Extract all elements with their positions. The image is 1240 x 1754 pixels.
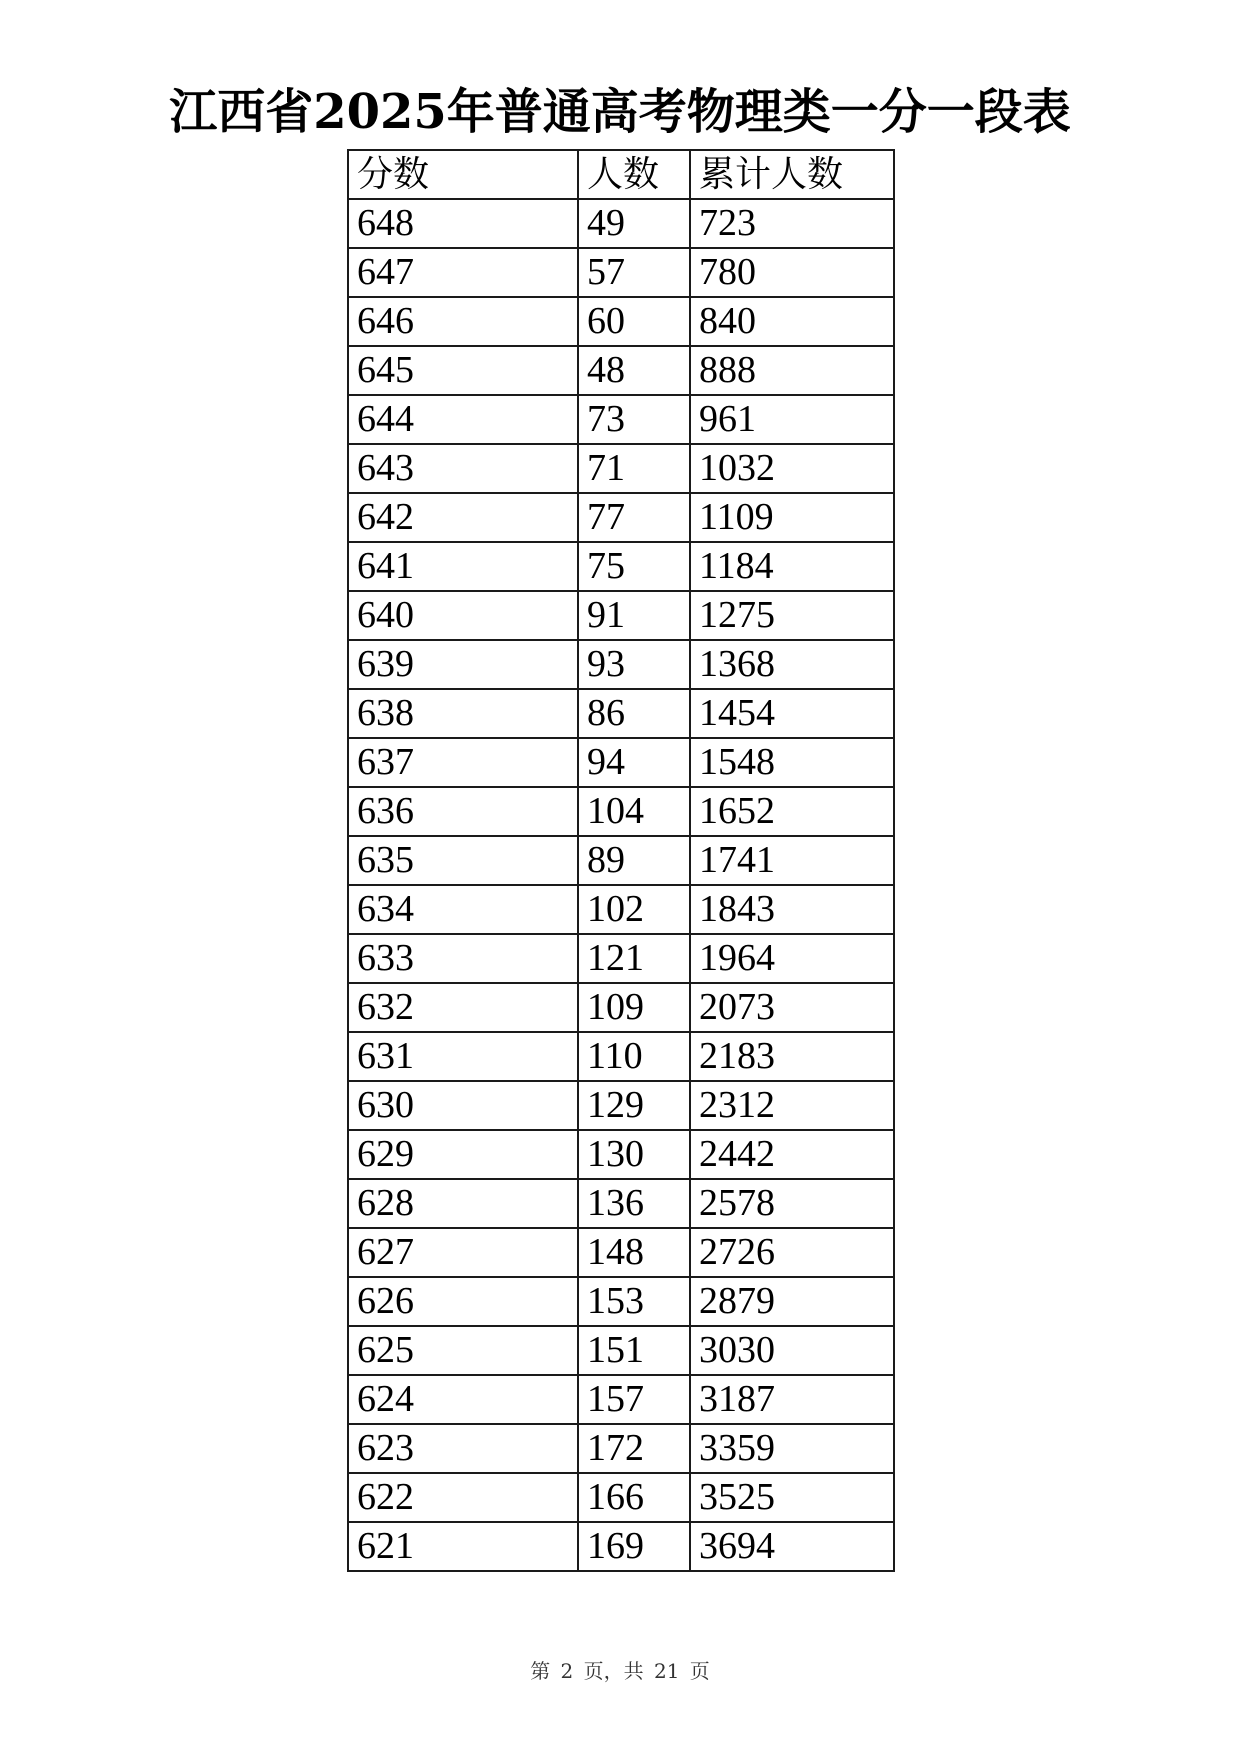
- table-row: [348, 1130, 894, 1179]
- cell-score: 623: [348, 1424, 578, 1473]
- cell-cumulative: 3030: [690, 1326, 894, 1375]
- cell-count: 136: [578, 1179, 690, 1228]
- header-cumulative: 累计人数: [690, 150, 894, 199]
- cell-score: 637: [348, 738, 578, 787]
- cell-count: 71: [578, 444, 690, 493]
- cell-score: 635: [348, 836, 578, 885]
- page-footer: 第 2 页，共 21 页: [530, 1659, 710, 1683]
- table-row: [348, 297, 894, 346]
- cell-cumulative: 2726: [690, 1228, 894, 1277]
- cell-score: 626: [348, 1277, 578, 1326]
- table-row: [348, 1375, 894, 1424]
- table-row: [348, 444, 894, 493]
- cell-count: 148: [578, 1228, 690, 1277]
- table-row: [348, 1522, 894, 1571]
- cell-score: 646: [348, 297, 578, 346]
- cell-score: 641: [348, 542, 578, 591]
- cell-score: 645: [348, 346, 578, 395]
- table-row: [348, 542, 894, 591]
- cell-count: 75: [578, 542, 690, 591]
- cell-score: 625: [348, 1326, 578, 1375]
- cell-cumulative: 2312: [690, 1081, 894, 1130]
- cell-score: 631: [348, 1032, 578, 1081]
- cell-score: 628: [348, 1179, 578, 1228]
- cell-count: 91: [578, 591, 690, 640]
- cell-cumulative: 1843: [690, 885, 894, 934]
- cell-count: 89: [578, 836, 690, 885]
- cell-score: 621: [348, 1522, 578, 1571]
- cell-count: 172: [578, 1424, 690, 1473]
- cell-score: 634: [348, 885, 578, 934]
- cell-cumulative: 1275: [690, 591, 894, 640]
- cell-cumulative: 3359: [690, 1424, 894, 1473]
- cell-count: 110: [578, 1032, 690, 1081]
- cell-cumulative: 2879: [690, 1277, 894, 1326]
- cell-cumulative: 1964: [690, 934, 894, 983]
- score-distribution-table: [347, 149, 895, 1572]
- cell-cumulative: 723: [690, 199, 894, 248]
- cell-score: 629: [348, 1130, 578, 1179]
- cell-cumulative: 3187: [690, 1375, 894, 1424]
- table-row: [348, 1032, 894, 1081]
- cell-cumulative: 2442: [690, 1130, 894, 1179]
- table-row: [348, 983, 894, 1032]
- header-row: [348, 150, 894, 199]
- cell-score: 622: [348, 1473, 578, 1522]
- cell-cumulative: 2183: [690, 1032, 894, 1081]
- table-row: [348, 1326, 894, 1375]
- score-distribution-table-container: [347, 149, 895, 1572]
- cell-score: 640: [348, 591, 578, 640]
- cell-cumulative: 1109: [690, 493, 894, 542]
- cell-cumulative: 3525: [690, 1473, 894, 1522]
- cell-count: 130: [578, 1130, 690, 1179]
- table-row: [348, 1179, 894, 1228]
- table-row: [348, 493, 894, 542]
- cell-count: 151: [578, 1326, 690, 1375]
- cell-cumulative: 1454: [690, 689, 894, 738]
- cell-score: 638: [348, 689, 578, 738]
- cell-score: 647: [348, 248, 578, 297]
- cell-count: 94: [578, 738, 690, 787]
- table-row: [348, 1424, 894, 1473]
- cell-cumulative: 1652: [690, 787, 894, 836]
- table-header: [348, 150, 894, 199]
- table-row: [348, 787, 894, 836]
- cell-cumulative: 2578: [690, 1179, 894, 1228]
- cell-cumulative: 1032: [690, 444, 894, 493]
- cell-count: 157: [578, 1375, 690, 1424]
- cell-count: 86: [578, 689, 690, 738]
- table-row: [348, 934, 894, 983]
- cell-count: 121: [578, 934, 690, 983]
- table-row: [348, 248, 894, 297]
- cell-count: 73: [578, 395, 690, 444]
- cell-score: 648: [348, 199, 578, 248]
- table-row: [348, 885, 894, 934]
- cell-count: 57: [578, 248, 690, 297]
- cell-cumulative: 780: [690, 248, 894, 297]
- cell-cumulative: 1548: [690, 738, 894, 787]
- table-row: [348, 689, 894, 738]
- cell-count: 49: [578, 199, 690, 248]
- table-row: [348, 395, 894, 444]
- cell-count: 169: [578, 1522, 690, 1571]
- header-score: 分数: [348, 150, 578, 199]
- cell-cumulative: 1184: [690, 542, 894, 591]
- cell-score: 639: [348, 640, 578, 689]
- table-row: [348, 1228, 894, 1277]
- cell-cumulative: 888: [690, 346, 894, 395]
- cell-count: 109: [578, 983, 690, 1032]
- table-body: [348, 199, 894, 1571]
- cell-count: 102: [578, 885, 690, 934]
- cell-count: 93: [578, 640, 690, 689]
- table-row: [348, 836, 894, 885]
- table-row: [348, 738, 894, 787]
- table-row: [348, 1081, 894, 1130]
- cell-score: 642: [348, 493, 578, 542]
- table-row: [348, 1473, 894, 1522]
- cell-cumulative: 961: [690, 395, 894, 444]
- header-count: 人数: [578, 150, 690, 199]
- cell-score: 644: [348, 395, 578, 444]
- table-row: [348, 640, 894, 689]
- cell-score: 624: [348, 1375, 578, 1424]
- table-row: [348, 591, 894, 640]
- cell-score: 643: [348, 444, 578, 493]
- cell-score: 633: [348, 934, 578, 983]
- cell-count: 166: [578, 1473, 690, 1522]
- cell-count: 153: [578, 1277, 690, 1326]
- cell-count: 48: [578, 346, 690, 395]
- cell-count: 129: [578, 1081, 690, 1130]
- cell-count: 104: [578, 787, 690, 836]
- cell-cumulative: 1368: [690, 640, 894, 689]
- table-row: [348, 199, 894, 248]
- cell-cumulative: 2073: [690, 983, 894, 1032]
- cell-cumulative: 3694: [690, 1522, 894, 1571]
- table-row: [348, 346, 894, 395]
- cell-count: 60: [578, 297, 690, 346]
- cell-score: 636: [348, 787, 578, 836]
- document-title: 江西省2025年普通高考物理类一分一段表: [169, 84, 1071, 140]
- table-row: [348, 1277, 894, 1326]
- cell-score: 632: [348, 983, 578, 1032]
- cell-score: 627: [348, 1228, 578, 1277]
- cell-cumulative: 840: [690, 297, 894, 346]
- cell-count: 77: [578, 493, 690, 542]
- cell-cumulative: 1741: [690, 836, 894, 885]
- cell-score: 630: [348, 1081, 578, 1130]
